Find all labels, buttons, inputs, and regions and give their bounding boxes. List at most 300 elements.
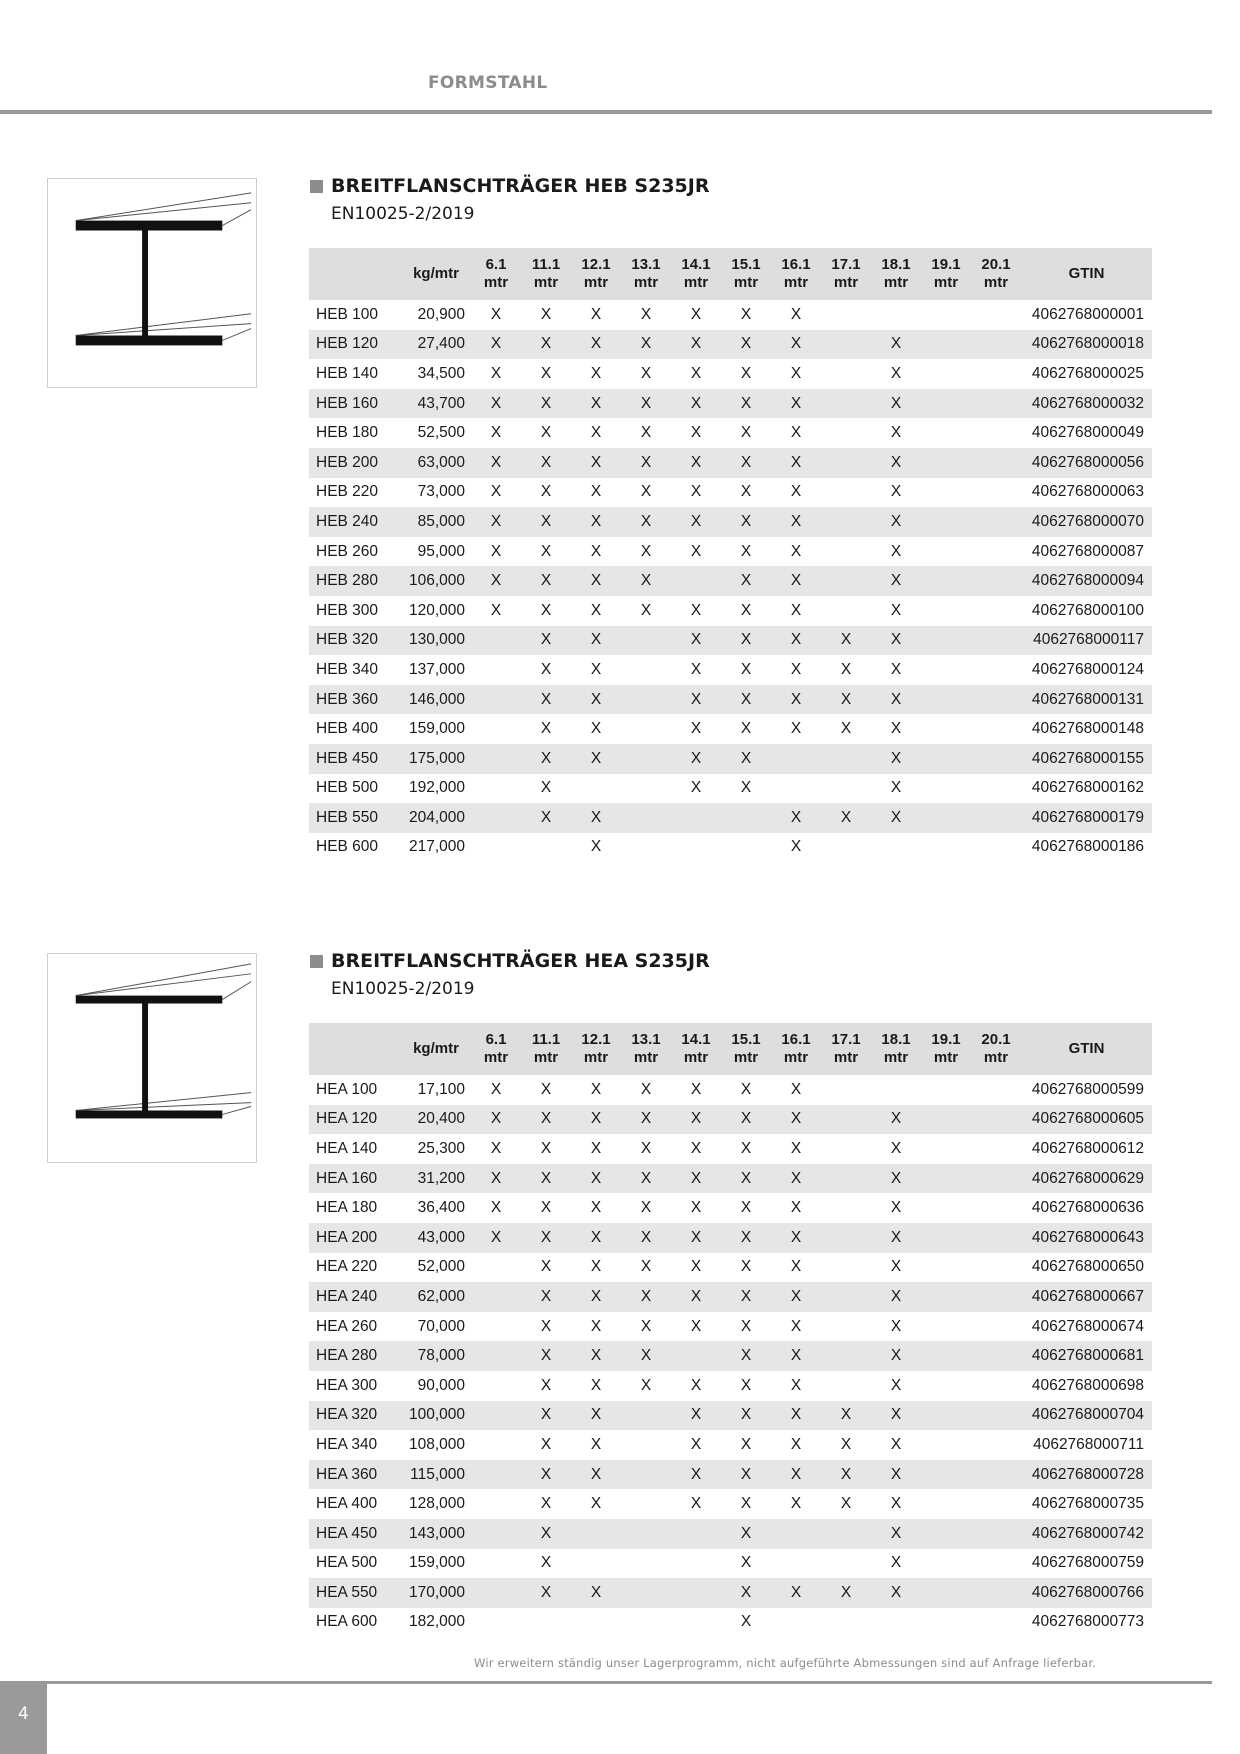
table-row — [309, 1075, 1152, 1105]
availability-mark: X — [690, 424, 702, 442]
availability-mark: X — [690, 1495, 702, 1513]
availability-mark: X — [471, 566, 521, 596]
spec-table-heb — [309, 248, 1152, 862]
availability-mark — [621, 1549, 671, 1579]
weight-per-meter: 182,000 — [408, 1613, 465, 1631]
gtin-code: 4062768000001 — [1031, 305, 1144, 323]
table-row — [309, 714, 1152, 744]
gtin-code: 4062768000735 — [1031, 1495, 1144, 1513]
availability-mark — [821, 418, 871, 448]
availability-mark: X — [890, 1554, 902, 1572]
availability-mark — [971, 1460, 1021, 1490]
availability-mark: X — [521, 1578, 571, 1608]
availability-mark: X — [640, 1139, 652, 1157]
weight-per-meter: 73,000 — [417, 483, 465, 501]
table-row — [309, 1401, 1152, 1431]
availability-mark — [971, 1223, 1021, 1253]
availability-mark — [621, 1489, 671, 1519]
availability-mark — [821, 1282, 871, 1312]
gtin-code: 4062768000025 — [1031, 364, 1144, 382]
availability-mark: X — [890, 542, 902, 560]
table-row — [309, 685, 1152, 715]
availability-mark — [971, 1253, 1021, 1283]
availability-mark: X — [540, 424, 552, 442]
profile-designation: HEA 140 — [316, 1139, 378, 1157]
table-row — [309, 1253, 1152, 1283]
availability-mark — [921, 1341, 971, 1371]
availability-mark — [921, 1105, 971, 1135]
bullet-square-icon — [310, 955, 323, 968]
availability-mark: X — [690, 720, 702, 738]
column-header-length — [771, 248, 821, 300]
availability-mark — [921, 714, 971, 744]
availability-mark — [471, 803, 521, 833]
table-row — [309, 1223, 1152, 1253]
length-value: 14.1 — [681, 1031, 711, 1048]
profile-designation: HEB 180 — [316, 424, 379, 442]
availability-mark — [971, 566, 1021, 596]
availability-mark: X — [540, 1080, 552, 1098]
availability-mark — [471, 1312, 521, 1342]
availability-mark: X — [790, 1495, 802, 1513]
weight-per-meter: 204,000 — [401, 803, 471, 833]
availability-mark: X — [890, 660, 902, 678]
weight-per-meter: 106,000 — [401, 566, 471, 596]
gtin-code: 4062768000148 — [1031, 720, 1144, 738]
availability-mark: X — [721, 389, 771, 419]
availability-mark — [921, 418, 971, 448]
availability-mark: X — [571, 330, 621, 360]
availability-mark: X — [721, 626, 771, 656]
section-title-text: BREITFLANSCHTRÄGER HEA S235JR — [331, 950, 710, 972]
availability-mark — [921, 803, 971, 833]
table-row — [309, 478, 1152, 508]
availability-mark: X — [871, 1578, 921, 1608]
length-unit: mtr — [683, 1049, 709, 1066]
availability-mark: X — [621, 507, 671, 537]
availability-mark — [671, 566, 721, 596]
table-row — [309, 744, 1152, 774]
table-row — [309, 1105, 1152, 1135]
availability-mark — [821, 1312, 871, 1342]
availability-mark — [971, 803, 1021, 833]
availability-mark: X — [790, 542, 802, 560]
availability-mark — [971, 507, 1021, 537]
weight-per-meter: 170,000 — [401, 1578, 471, 1608]
availability-mark: X — [671, 1282, 721, 1312]
availability-mark: X — [671, 448, 721, 478]
availability-mark: X — [740, 1080, 752, 1098]
profile-designation: HEA 260 — [316, 1317, 378, 1335]
availability-mark — [471, 685, 521, 715]
availability-mark: X — [690, 1199, 702, 1217]
column-header-length — [821, 1023, 871, 1075]
availability-mark: X — [621, 566, 671, 596]
length-value: 15.1 — [731, 256, 761, 273]
availability-mark: X — [571, 566, 621, 596]
availability-mark: X — [540, 601, 552, 619]
availability-mark — [671, 833, 721, 863]
length-value: 13.1 — [631, 256, 661, 273]
availability-mark: X — [590, 364, 602, 382]
length-unit: mtr — [533, 1049, 559, 1066]
weight-per-meter: 128,000 — [408, 1495, 465, 1513]
length-unit: mtr — [833, 274, 859, 291]
availability-mark: X — [740, 1435, 752, 1453]
profile-designation: HEA 360 — [309, 1460, 401, 1490]
availability-mark — [971, 1075, 1021, 1105]
availability-mark — [921, 359, 971, 389]
availability-mark: X — [721, 1223, 771, 1253]
weight-per-meter: 34,500 — [417, 364, 465, 382]
availability-mark: X — [771, 626, 821, 656]
availability-mark — [971, 655, 1021, 685]
length-unit: mtr — [983, 1049, 1009, 1066]
profile-designation: HEA 200 — [309, 1223, 401, 1253]
availability-mark: X — [890, 1435, 902, 1453]
availability-mark — [971, 1371, 1021, 1401]
availability-mark: X — [590, 1139, 602, 1157]
availability-mark: X — [590, 838, 602, 856]
availability-mark: X — [590, 1080, 602, 1098]
availability-mark — [971, 300, 1021, 330]
availability-mark: X — [571, 626, 621, 656]
availability-mark — [971, 418, 1021, 448]
availability-mark: X — [740, 1376, 752, 1394]
availability-mark: X — [540, 1199, 552, 1217]
availability-mark — [821, 1105, 871, 1135]
availability-mark: X — [790, 364, 802, 382]
profile-designation: HEA 300 — [316, 1376, 378, 1394]
weight-per-meter: 52,000 — [417, 1258, 465, 1276]
availability-mark: X — [540, 305, 552, 323]
availability-mark — [821, 566, 871, 596]
availability-mark: X — [671, 685, 721, 715]
availability-mark: X — [590, 1435, 602, 1453]
availability-mark — [971, 744, 1021, 774]
length-value: 6.1 — [485, 1031, 507, 1048]
availability-mark: X — [740, 305, 752, 323]
availability-mark — [621, 833, 671, 863]
availability-mark — [921, 448, 971, 478]
availability-mark: X — [590, 424, 602, 442]
availability-mark: X — [590, 1258, 602, 1276]
availability-mark: X — [521, 803, 571, 833]
availability-mark: X — [571, 1401, 621, 1431]
weight-per-meter: 70,000 — [417, 1317, 465, 1335]
availability-mark — [821, 1341, 871, 1371]
availability-mark — [971, 1578, 1021, 1608]
availability-mark: X — [690, 1258, 702, 1276]
availability-mark — [971, 448, 1021, 478]
availability-mark: X — [690, 364, 702, 382]
availability-mark: X — [490, 305, 502, 323]
availability-mark — [971, 1312, 1021, 1342]
profile-designation: HEA 340 — [316, 1435, 378, 1453]
availability-mark: X — [771, 507, 821, 537]
availability-mark: X — [721, 507, 771, 537]
availability-mark: X — [790, 720, 802, 738]
weight-per-meter: 159,000 — [408, 720, 465, 738]
availability-mark — [621, 744, 671, 774]
length-value: 12.1 — [581, 256, 611, 273]
table-row — [309, 1341, 1152, 1371]
availability-mark — [921, 1134, 971, 1164]
availability-mark: X — [821, 1460, 871, 1490]
availability-mark — [621, 1608, 671, 1638]
footnote: Wir erweitern ständig unser Lagerprogramm, nicht aufgeführte Abmessungen sind auf Anfrage lieferbar. — [474, 1656, 1097, 1670]
profile-designation: HEB 340 — [316, 660, 379, 678]
weight-per-meter: 137,000 — [408, 660, 465, 678]
availability-mark — [921, 1489, 971, 1519]
length-unit: mtr — [933, 1049, 959, 1066]
column-header-weight: kg/mtr — [401, 1023, 471, 1075]
profile-designation: HEB 300 — [316, 601, 379, 619]
availability-mark: X — [490, 542, 502, 560]
profile-designation: HEA 100 — [316, 1080, 378, 1098]
profile-designation: HEA 280 — [309, 1341, 401, 1371]
availability-mark: X — [790, 1199, 802, 1217]
availability-mark: X — [890, 601, 902, 619]
availability-mark: X — [890, 1139, 902, 1157]
availability-mark: X — [540, 483, 552, 501]
availability-mark: X — [471, 389, 521, 419]
availability-mark: X — [621, 389, 671, 419]
availability-mark — [671, 1341, 721, 1371]
weight-per-meter: 31,200 — [401, 1164, 471, 1194]
availability-mark — [821, 1519, 871, 1549]
availability-mark: X — [840, 660, 852, 678]
availability-mark: X — [890, 424, 902, 442]
weight-per-meter: 78,000 — [401, 1341, 471, 1371]
availability-mark: X — [671, 744, 721, 774]
availability-mark: X — [640, 1199, 652, 1217]
availability-mark — [621, 655, 671, 685]
length-value: 11.1 — [531, 1031, 561, 1048]
length-value: 18.1 — [881, 256, 911, 273]
length-value: 20.1 — [981, 1031, 1011, 1048]
column-header-length — [921, 1023, 971, 1075]
section-title — [310, 950, 710, 972]
availability-mark — [971, 1193, 1021, 1223]
length-value: 19.1 — [931, 256, 961, 273]
weight-per-meter: 43,000 — [401, 1223, 471, 1253]
availability-mark — [921, 389, 971, 419]
column-header-length — [621, 248, 671, 300]
availability-mark: X — [571, 389, 621, 419]
availability-mark: X — [521, 566, 571, 596]
table-row — [309, 596, 1152, 626]
availability-mark: X — [771, 1105, 821, 1135]
availability-mark: X — [771, 1164, 821, 1194]
availability-mark: X — [740, 1613, 752, 1631]
availability-mark: X — [571, 744, 621, 774]
availability-mark: X — [740, 364, 752, 382]
availability-mark: X — [821, 1578, 871, 1608]
availability-mark — [621, 1430, 671, 1460]
availability-mark: X — [721, 744, 771, 774]
availability-mark: X — [471, 507, 521, 537]
column-header-length — [971, 248, 1021, 300]
availability-mark — [871, 833, 921, 863]
availability-mark — [471, 833, 521, 863]
availability-mark: X — [871, 685, 921, 715]
availability-mark: X — [840, 720, 852, 738]
availability-mark: X — [490, 1199, 502, 1217]
length-unit: mtr — [783, 274, 809, 291]
availability-mark: X — [571, 1223, 621, 1253]
weight-per-meter: 20,900 — [417, 305, 465, 323]
availability-mark: X — [790, 601, 802, 619]
profile-designation: HEB 400 — [316, 720, 379, 738]
profile-designation: HEA 500 — [316, 1554, 378, 1572]
availability-mark: X — [721, 1578, 771, 1608]
availability-mark: X — [840, 1495, 852, 1513]
weight-per-meter: 43,700 — [401, 389, 471, 419]
gtin-code: 4062768000759 — [1031, 1554, 1144, 1572]
availability-mark: X — [721, 685, 771, 715]
availability-mark: X — [690, 779, 702, 797]
column-header-designation — [309, 1023, 401, 1075]
table-row — [309, 507, 1152, 537]
availability-mark: X — [671, 1460, 721, 1490]
availability-mark: X — [790, 660, 802, 678]
gtin-code: 4062768000032 — [1021, 389, 1152, 419]
availability-mark — [921, 774, 971, 804]
weight-per-meter: 52,500 — [417, 424, 465, 442]
availability-mark — [571, 1519, 621, 1549]
availability-mark: X — [540, 720, 552, 738]
availability-mark — [671, 1519, 721, 1549]
gtin-code: 4062768000124 — [1031, 660, 1144, 678]
availability-mark: X — [771, 1578, 821, 1608]
weight-per-meter: 108,000 — [408, 1435, 465, 1453]
table-row — [309, 1578, 1152, 1608]
availability-mark: X — [521, 1519, 571, 1549]
profile-designation: HEB 500 — [316, 779, 379, 797]
availability-mark: X — [521, 626, 571, 656]
availability-mark: X — [471, 1223, 521, 1253]
availability-mark — [771, 774, 821, 804]
availability-mark: X — [890, 1317, 902, 1335]
availability-mark — [821, 507, 871, 537]
availability-mark: X — [490, 364, 502, 382]
table-row — [309, 833, 1152, 863]
gtin-code: 4062768000063 — [1031, 483, 1144, 501]
table-row — [309, 1164, 1152, 1194]
availability-mark — [471, 1460, 521, 1490]
availability-mark — [821, 1075, 871, 1105]
gtin-code: 4062768000650 — [1031, 1258, 1144, 1276]
availability-mark — [971, 1430, 1021, 1460]
profile-designation: HEB 550 — [309, 803, 401, 833]
availability-mark: X — [521, 1282, 571, 1312]
profile-designation: HEA 220 — [316, 1258, 378, 1276]
availability-mark — [921, 537, 971, 567]
profile-designation: HEA 320 — [309, 1401, 401, 1431]
availability-mark: X — [471, 1105, 521, 1135]
weight-per-meter: 63,000 — [401, 448, 471, 478]
availability-mark: X — [721, 1164, 771, 1194]
availability-mark — [971, 685, 1021, 715]
availability-mark — [471, 1401, 521, 1431]
availability-mark: X — [471, 1164, 521, 1194]
availability-mark: X — [521, 448, 571, 478]
availability-mark: X — [890, 779, 902, 797]
availability-mark: X — [671, 330, 721, 360]
availability-mark: X — [671, 1164, 721, 1194]
availability-mark: X — [621, 1341, 671, 1371]
availability-mark: X — [840, 1435, 852, 1453]
length-value: 13.1 — [631, 1031, 661, 1048]
length-value: 11.1 — [531, 256, 561, 273]
table-row — [309, 359, 1152, 389]
table-header-row — [309, 1023, 1152, 1075]
table-row — [309, 1430, 1152, 1460]
table-row — [309, 537, 1152, 567]
availability-mark — [971, 1134, 1021, 1164]
availability-mark — [671, 1578, 721, 1608]
availability-mark: X — [871, 1460, 921, 1490]
column-header-length — [671, 248, 721, 300]
availability-mark — [971, 1401, 1021, 1431]
column-header-length — [621, 1023, 671, 1075]
length-unit: mtr — [633, 274, 659, 291]
availability-mark: X — [890, 483, 902, 501]
availability-mark — [921, 330, 971, 360]
gtin-code: 4062768000605 — [1021, 1105, 1152, 1135]
availability-mark — [821, 537, 871, 567]
weight-per-meter: 192,000 — [408, 779, 465, 797]
availability-mark: X — [521, 1401, 571, 1431]
profile-designation: HEA 600 — [316, 1613, 378, 1631]
availability-mark — [471, 1253, 521, 1283]
availability-mark: X — [721, 330, 771, 360]
gtin-code: 4062768000599 — [1031, 1080, 1144, 1098]
availability-mark: X — [590, 601, 602, 619]
availability-mark: X — [871, 1519, 921, 1549]
gtin-code: 4062768000612 — [1031, 1139, 1144, 1157]
availability-mark — [771, 1519, 821, 1549]
column-header-length — [871, 1023, 921, 1075]
column-header-length — [571, 1023, 621, 1075]
profile-designation: HEB 140 — [316, 364, 379, 382]
availability-mark: X — [521, 330, 571, 360]
availability-mark: X — [571, 1282, 621, 1312]
availability-mark — [621, 626, 671, 656]
length-value: 6.1 — [485, 256, 507, 273]
length-value: 12.1 — [581, 1031, 611, 1048]
availability-mark: X — [690, 660, 702, 678]
availability-mark: X — [821, 685, 871, 715]
availability-mark — [921, 685, 971, 715]
availability-mark: X — [640, 1258, 652, 1276]
availability-mark — [471, 1519, 521, 1549]
availability-mark — [471, 714, 521, 744]
availability-mark: X — [721, 448, 771, 478]
availability-mark: X — [521, 1105, 571, 1135]
length-unit: mtr — [483, 274, 509, 291]
availability-mark — [571, 1549, 621, 1579]
availability-mark — [971, 1549, 1021, 1579]
availability-mark: X — [790, 483, 802, 501]
availability-mark — [921, 1401, 971, 1431]
availability-mark: X — [521, 1164, 571, 1194]
gtin-code: 4062768000094 — [1021, 566, 1152, 596]
column-header-length — [571, 248, 621, 300]
profile-designation: HEB 320 — [309, 626, 401, 656]
availability-mark — [821, 389, 871, 419]
